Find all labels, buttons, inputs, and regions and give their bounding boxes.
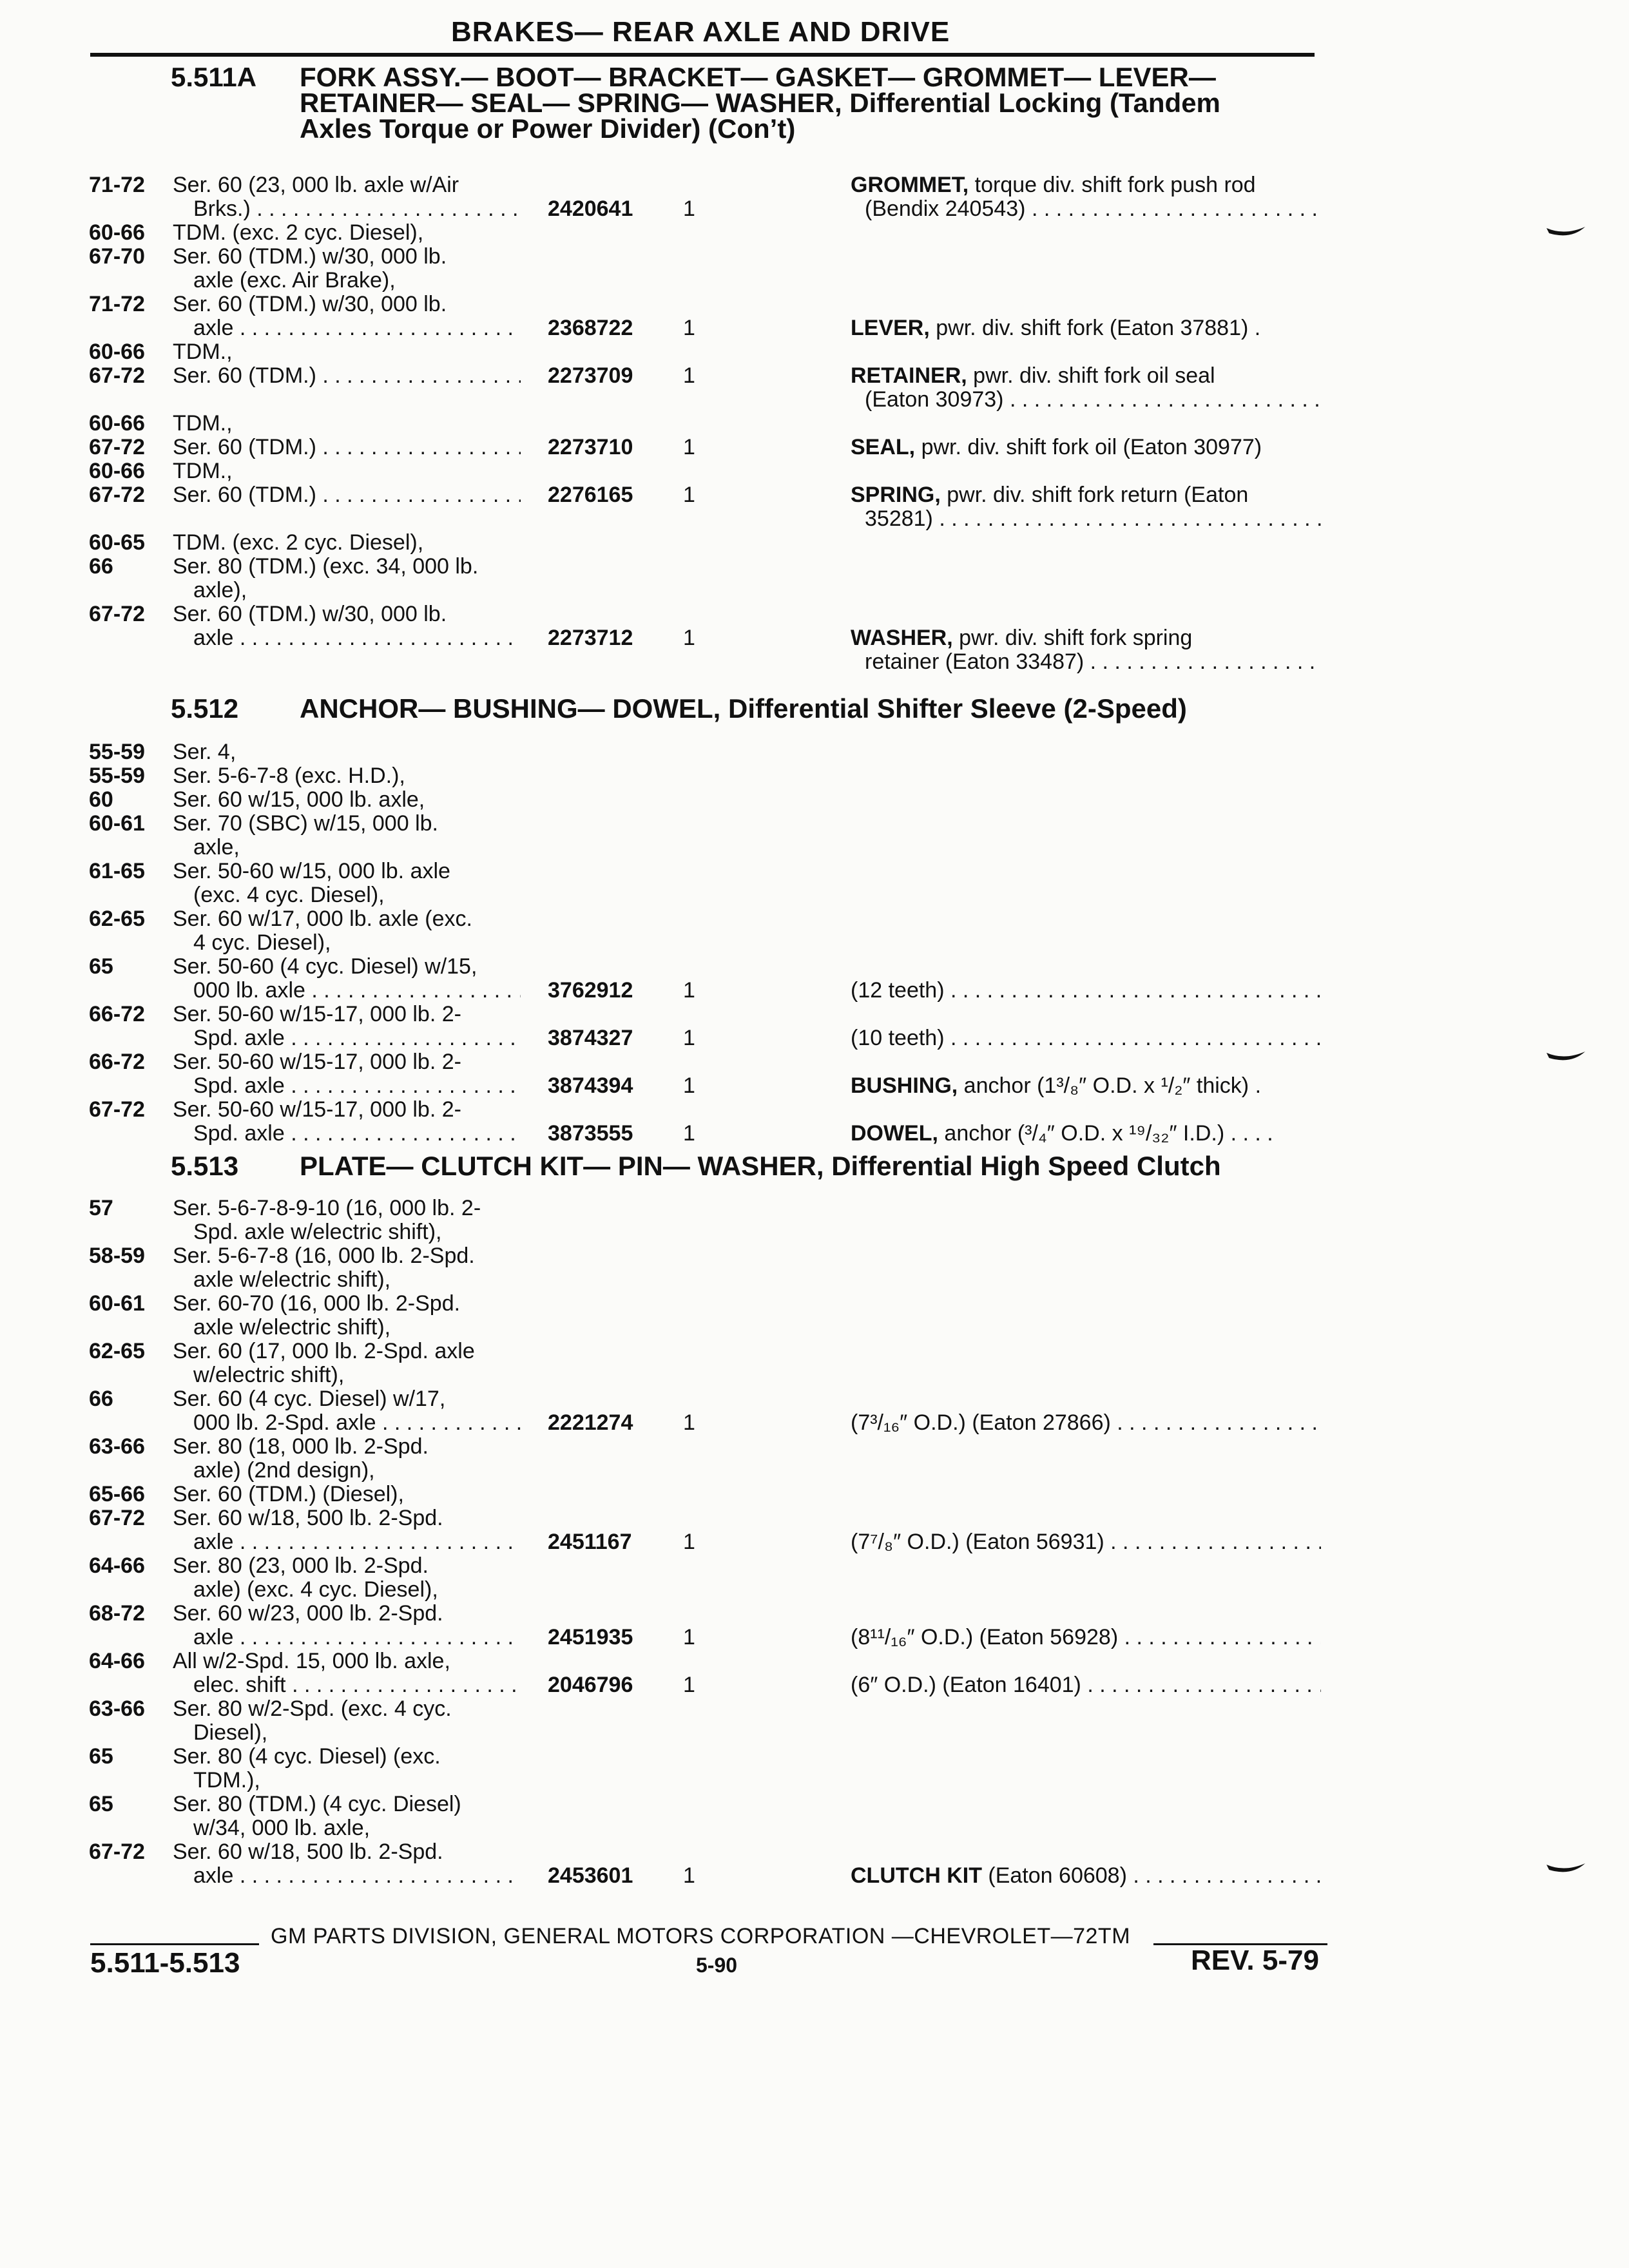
section-heading bbox=[171, 1153, 1331, 1179]
table-row bbox=[0, 1196, 1629, 1220]
model-years: 60-66 bbox=[89, 340, 145, 364]
model-years: 63-66 bbox=[89, 1434, 145, 1459]
section-title-line: Axles Torque or Power Divider) (Con’t) bbox=[300, 113, 796, 144]
application: 4 cyc. Diesel), bbox=[193, 930, 331, 955]
footer-page-number: 5-90 bbox=[696, 1954, 738, 1977]
quantity: 1 bbox=[683, 1530, 695, 1554]
model-years: 66-72 bbox=[89, 1050, 145, 1074]
part-detail: 35281) bbox=[865, 506, 933, 531]
part-detail: pwr. div. shift fork oil seal bbox=[967, 363, 1215, 388]
table-row bbox=[0, 220, 1629, 245]
model-years: 64-66 bbox=[89, 1649, 145, 1673]
part-name: CLUTCH KIT bbox=[851, 1863, 982, 1888]
quantity: 1 bbox=[683, 1026, 695, 1050]
model-years: 67-72 bbox=[89, 1506, 145, 1530]
part-number: 2451167 bbox=[548, 1530, 632, 1554]
application: Ser. 60-70 (16, 000 lb. 2-Spd. bbox=[173, 1291, 461, 1316]
model-years: 67-72 bbox=[89, 363, 145, 388]
table-row bbox=[0, 1458, 1629, 1483]
quantity: 1 bbox=[683, 1673, 695, 1697]
application: Ser. 60 (TDM.) w/30, 000 lb. bbox=[173, 244, 447, 269]
model-years: 65 bbox=[89, 954, 113, 979]
footer-section-range: 5.511-5.513 bbox=[90, 1947, 240, 1979]
table-row bbox=[0, 787, 1629, 812]
part-number: 2420641 bbox=[548, 197, 633, 221]
application: Ser. 60 (17, 000 lb. 2-Spd. axle bbox=[173, 1339, 475, 1363]
table-row bbox=[0, 1696, 1629, 1721]
model-years: 67-72 bbox=[89, 483, 145, 507]
part-detail: (Eaton 60608) bbox=[981, 1863, 1127, 1888]
application: Ser. 50-60 w/15-17, 000 lb. 2- bbox=[173, 1002, 461, 1026]
model-years: 60-61 bbox=[89, 811, 145, 836]
model-years: 60-66 bbox=[89, 220, 145, 245]
table-row bbox=[0, 1649, 1629, 1673]
part-name: SEAL, bbox=[851, 435, 916, 459]
application: Ser. 60 (TDM.) (Diesel), bbox=[173, 1482, 404, 1506]
application: TDM. (exc. 2 cyc. Diesel), bbox=[173, 220, 424, 245]
section-number: 5.511A bbox=[171, 62, 257, 92]
application: Spd. axle . . . bbox=[173, 1026, 521, 1050]
part-detail: (Bendix 240543) bbox=[865, 197, 1026, 221]
application: Ser. 60 w/18, 500 lb. 2-Spd. bbox=[173, 1506, 443, 1530]
part-description bbox=[851, 483, 1321, 507]
application: axle w/electric shift), bbox=[193, 1267, 391, 1292]
application: Ser. 60 w/17, 000 lb. axle (exc. bbox=[173, 907, 472, 931]
part-description bbox=[851, 1026, 1321, 1050]
application: TDM., bbox=[173, 411, 233, 436]
table-row bbox=[0, 173, 1629, 197]
table-row bbox=[0, 1026, 1629, 1050]
part-number: 3873555 bbox=[548, 1121, 633, 1146]
quantity: 1 bbox=[683, 1410, 695, 1435]
part-number: 3874394 bbox=[548, 1073, 633, 1098]
part-detail: pwr. div. shift fork oil (Eaton 30977) bbox=[915, 435, 1262, 459]
part-description bbox=[851, 435, 1321, 459]
part-number: 2273712 bbox=[548, 626, 633, 650]
part-detail: retainer (Eaton 33487) bbox=[865, 649, 1084, 674]
application: Ser. 60 w/18, 500 lb. 2-Spd. bbox=[173, 1840, 443, 1864]
table-row bbox=[0, 1291, 1629, 1316]
application: 000 lb. axle . . . bbox=[173, 978, 521, 1003]
section-title-line: PLATE— CLUTCH KIT— PIN— WASHER, Differential High Speed Clutch bbox=[300, 1151, 1221, 1181]
table-row bbox=[0, 363, 1629, 388]
table-row bbox=[0, 1720, 1629, 1745]
table-row bbox=[0, 740, 1629, 764]
model-years: 67-72 bbox=[89, 1097, 145, 1122]
application: TDM.), bbox=[193, 1768, 260, 1792]
part-detail: (6″ O.D.) (Eaton 16401) bbox=[851, 1673, 1081, 1697]
table-row bbox=[0, 764, 1629, 788]
model-years: 71-72 bbox=[89, 173, 145, 197]
quantity: 1 bbox=[683, 626, 695, 650]
part-description bbox=[851, 1863, 1321, 1888]
part-description bbox=[851, 1673, 1321, 1697]
application: elec. shift . . . bbox=[173, 1673, 521, 1697]
part-name: WASHER, bbox=[851, 626, 953, 650]
table-row bbox=[0, 907, 1629, 931]
table-row bbox=[0, 978, 1629, 1003]
table-row bbox=[0, 859, 1629, 883]
application: Ser. 80 w/2-Spd. (exc. 4 cyc. bbox=[173, 1696, 452, 1721]
table-row bbox=[0, 435, 1629, 459]
table-row bbox=[0, 1002, 1629, 1026]
application: TDM. (exc. 2 cyc. Diesel), bbox=[173, 530, 424, 555]
table-row bbox=[0, 883, 1629, 907]
part-detail: pwr. div. shift fork return (Eaton bbox=[940, 483, 1249, 507]
model-years: 67-72 bbox=[89, 602, 145, 626]
section-title bbox=[300, 1153, 1318, 1179]
table-row bbox=[0, 1601, 1629, 1626]
model-years: 61-65 bbox=[89, 859, 145, 883]
page-edge-mark bbox=[1545, 1050, 1586, 1064]
part-number: 2273710 bbox=[548, 435, 633, 459]
application: TDM., bbox=[173, 459, 233, 483]
application: Ser. 80 (TDM.) (exc. 34, 000 lb. bbox=[173, 554, 479, 579]
table-row bbox=[0, 483, 1629, 507]
model-years: 62-65 bbox=[89, 907, 145, 931]
part-description bbox=[851, 1410, 1321, 1435]
application: Ser. 50-60 w/15-17, 000 lb. 2- bbox=[173, 1097, 461, 1122]
application: Ser. 60 (TDM.) . . . bbox=[173, 363, 521, 388]
application: Brks.) . . . bbox=[173, 197, 521, 221]
application: All w/2-Spd. 15, 000 lb. axle, bbox=[173, 1649, 450, 1673]
quantity: 1 bbox=[683, 1625, 695, 1649]
model-years: 60-66 bbox=[89, 411, 145, 436]
table-row bbox=[0, 1244, 1629, 1268]
quantity: 1 bbox=[683, 316, 695, 340]
application: Ser. 5-6-7-8-9-10 (16, 000 lb. 2- bbox=[173, 1196, 481, 1220]
quantity: 1 bbox=[683, 435, 695, 459]
application: Spd. axle . . . bbox=[173, 1121, 521, 1146]
part-description bbox=[851, 1073, 1321, 1098]
table-row bbox=[0, 1530, 1629, 1554]
application: TDM., bbox=[173, 340, 233, 364]
part-detail: torque div. shift fork push rod bbox=[969, 173, 1256, 197]
table-row bbox=[0, 1410, 1629, 1435]
part-number: 2221274 bbox=[548, 1410, 633, 1435]
part-name: LEVER, bbox=[851, 316, 930, 340]
application: axle (exc. Air Brake), bbox=[193, 268, 396, 293]
section-title bbox=[300, 64, 1318, 142]
table-row bbox=[0, 578, 1629, 602]
part-detail: (8¹¹/₁₆″ O.D.) (Eaton 56928) bbox=[851, 1625, 1119, 1649]
model-years: 66 bbox=[89, 554, 113, 579]
section-title-line: ANCHOR— BUSHING— DOWEL, Differential Shifter Sleeve (2-Speed) bbox=[300, 693, 1187, 724]
table-row bbox=[0, 316, 1629, 340]
part-description bbox=[851, 1121, 1321, 1146]
table-row bbox=[0, 244, 1629, 269]
application: Ser. 80 (TDM.) (4 cyc. Diesel) bbox=[173, 1792, 461, 1816]
table-row bbox=[0, 1506, 1629, 1530]
footer-revision: REV. 5-79 bbox=[1191, 1945, 1319, 1976]
application: 000 lb. 2-Spd. axle . . . bbox=[173, 1410, 521, 1435]
application: Ser. 4, bbox=[173, 740, 236, 764]
table-row bbox=[0, 1553, 1629, 1578]
part-detail: (Eaton 30973) bbox=[865, 387, 1004, 412]
table-row bbox=[0, 1121, 1629, 1146]
table-row bbox=[0, 530, 1629, 555]
application: Ser. 70 (SBC) w/15, 000 lb. bbox=[173, 811, 438, 836]
application: Ser. 60 (TDM.) w/30, 000 lb. bbox=[173, 292, 447, 316]
application: Ser. 80 (4 cyc. Diesel) (exc. bbox=[173, 1744, 441, 1769]
application: axle w/electric shift), bbox=[193, 1315, 391, 1340]
part-description bbox=[851, 626, 1321, 650]
application: w/electric shift), bbox=[193, 1363, 345, 1387]
table-row bbox=[0, 1816, 1629, 1840]
model-years: 60-61 bbox=[89, 1291, 145, 1316]
page-title: BRAKES— REAR AXLE AND DRIVE bbox=[451, 16, 950, 48]
table-row bbox=[0, 1073, 1629, 1098]
part-description bbox=[851, 1530, 1321, 1554]
part-number: 2273709 bbox=[548, 363, 633, 388]
model-years: 60-65 bbox=[89, 530, 145, 555]
model-years: 64-66 bbox=[89, 1553, 145, 1578]
table-row bbox=[0, 1363, 1629, 1387]
section-heading bbox=[171, 693, 1331, 724]
model-years: 65 bbox=[89, 1792, 113, 1816]
table-row bbox=[0, 954, 1629, 979]
part-name: DOWEL, bbox=[851, 1121, 938, 1146]
application: Ser. 50-60 w/15-17, 000 lb. 2- bbox=[173, 1050, 461, 1074]
part-description bbox=[851, 173, 1321, 197]
table-row bbox=[0, 506, 1629, 531]
model-years: 60-66 bbox=[89, 459, 145, 483]
model-years: 55-59 bbox=[89, 764, 145, 788]
quantity: 1 bbox=[683, 483, 695, 507]
part-detail: pwr. div. shift fork (Eaton 37881) . bbox=[929, 316, 1261, 340]
table-row bbox=[0, 1577, 1629, 1602]
table-row bbox=[0, 1050, 1629, 1074]
application: axle . . . bbox=[173, 626, 521, 650]
part-description bbox=[851, 197, 1321, 221]
part-detail: anchor (³/₄″ O.D. x ¹⁹/₃₂″ I.D.) . . . . bbox=[938, 1121, 1273, 1146]
table-row bbox=[0, 930, 1629, 955]
model-years: 66 bbox=[89, 1387, 113, 1411]
application: Ser. 60 w/15, 000 lb. axle, bbox=[173, 787, 425, 812]
model-years: 60 bbox=[89, 787, 113, 812]
model-years: 66-72 bbox=[89, 1002, 145, 1026]
application: (exc. 4 cyc. Diesel), bbox=[193, 883, 385, 907]
table-row bbox=[0, 1625, 1629, 1649]
model-years: 67-70 bbox=[89, 244, 145, 269]
part-name: RETAINER, bbox=[851, 363, 967, 388]
application: axle) (2nd design), bbox=[193, 1458, 375, 1483]
application: Ser. 60 w/23, 000 lb. 2-Spd. bbox=[173, 1601, 443, 1626]
section-title bbox=[300, 693, 1318, 724]
quantity: 1 bbox=[683, 1863, 695, 1888]
quantity: 1 bbox=[683, 1073, 695, 1098]
part-number: 2451935 bbox=[548, 1625, 633, 1649]
part-number: 3874327 bbox=[548, 1026, 633, 1050]
table-row bbox=[0, 1792, 1629, 1816]
application: Ser. 50-60 (4 cyc. Diesel) w/15, bbox=[173, 954, 477, 979]
quantity: 1 bbox=[683, 1121, 695, 1146]
table-row bbox=[0, 1482, 1629, 1506]
table-row bbox=[0, 835, 1629, 860]
application: axle), bbox=[193, 578, 247, 602]
application: Spd. axle w/electric shift), bbox=[193, 1220, 442, 1244]
part-number: 2046796 bbox=[548, 1673, 633, 1697]
part-description bbox=[851, 978, 1321, 1003]
model-years: 65 bbox=[89, 1744, 113, 1769]
model-years: 63-66 bbox=[89, 1696, 145, 1721]
part-detail: pwr. div. shift fork spring bbox=[952, 626, 1193, 650]
part-detail: (7³/₁₆″ O.D.) (Eaton 27866) bbox=[851, 1410, 1111, 1435]
table-row bbox=[0, 268, 1629, 293]
quantity: 1 bbox=[683, 978, 695, 1003]
part-detail: (12 teeth) bbox=[851, 978, 945, 1003]
application: Ser. 60 (TDM.) w/30, 000 lb. bbox=[173, 602, 447, 626]
table-row bbox=[0, 1315, 1629, 1340]
footer-rule-left bbox=[90, 1943, 259, 1945]
table-row bbox=[0, 626, 1629, 650]
model-years: 67-72 bbox=[89, 1840, 145, 1864]
table-row bbox=[0, 340, 1629, 364]
table-row bbox=[0, 1339, 1629, 1363]
table-row bbox=[0, 411, 1629, 436]
title-rule bbox=[90, 53, 1315, 57]
table-row bbox=[0, 1220, 1629, 1244]
part-detail: (7⁷/₈″ O.D.) (Eaton 56931) bbox=[851, 1530, 1104, 1554]
application: Ser. 50-60 w/15, 000 lb. axle bbox=[173, 859, 450, 883]
table-row bbox=[0, 1863, 1629, 1888]
part-number: 2368722 bbox=[548, 316, 633, 340]
model-years: 68-72 bbox=[89, 1601, 145, 1626]
table-row bbox=[0, 811, 1629, 836]
table-row bbox=[0, 1387, 1629, 1411]
application: w/34, 000 lb. axle, bbox=[193, 1816, 371, 1840]
table-row bbox=[0, 1434, 1629, 1459]
application: Ser. 80 (23, 000 lb. 2-Spd. bbox=[173, 1553, 429, 1578]
application: axle . . . bbox=[173, 1863, 521, 1888]
model-years: 71-72 bbox=[89, 292, 145, 316]
application: Ser. 80 (18, 000 lb. 2-Spd. bbox=[173, 1434, 429, 1459]
application: Ser. 5-6-7-8 (16, 000 lb. 2-Spd. bbox=[173, 1244, 475, 1268]
table-row bbox=[0, 1097, 1629, 1122]
application: Ser. 60 (TDM.) . . . bbox=[173, 483, 521, 507]
page-edge-mark bbox=[1545, 1862, 1586, 1876]
application: axle . . . bbox=[173, 1530, 521, 1554]
table-row bbox=[0, 602, 1629, 626]
table-row bbox=[0, 387, 1629, 412]
part-description bbox=[851, 1625, 1321, 1649]
application: axle) (exc. 4 cyc. Diesel), bbox=[193, 1577, 438, 1602]
part-detail: anchor (1³/₈″ O.D. x ¹/₂″ thick) . bbox=[958, 1073, 1262, 1098]
table-row bbox=[0, 459, 1629, 483]
part-detail: (10 teeth) bbox=[851, 1026, 945, 1050]
quantity: 1 bbox=[683, 363, 695, 388]
section-number: 5.513 bbox=[171, 1151, 239, 1181]
part-description bbox=[851, 316, 1321, 340]
part-number: 3762912 bbox=[548, 978, 633, 1003]
application: Ser. 5-6-7-8 (exc. H.D.), bbox=[173, 764, 405, 788]
model-years: 58-59 bbox=[89, 1244, 145, 1268]
table-row bbox=[0, 1768, 1629, 1792]
page-edge-mark bbox=[1545, 226, 1586, 240]
section-heading bbox=[171, 64, 1331, 142]
model-years: 62-65 bbox=[89, 1339, 145, 1363]
part-description bbox=[851, 506, 1321, 531]
table-row bbox=[0, 1267, 1629, 1292]
part-number: 2453601 bbox=[548, 1863, 633, 1888]
model-years: 67-72 bbox=[89, 435, 145, 459]
section-number: 5.512 bbox=[171, 693, 239, 724]
footer-division: GM PARTS DIVISION, GENERAL MOTORS CORPORATION —CHEVROLET—72TM bbox=[271, 1924, 1131, 1948]
model-years: 57 bbox=[89, 1196, 113, 1220]
table-row bbox=[0, 554, 1629, 579]
table-row bbox=[0, 649, 1629, 674]
table-row bbox=[0, 197, 1629, 221]
application: Diesel), bbox=[193, 1720, 268, 1745]
part-description bbox=[851, 363, 1321, 388]
part-number: 2276165 bbox=[548, 483, 633, 507]
application: axle . . . bbox=[173, 316, 521, 340]
model-years: 65-66 bbox=[89, 1482, 145, 1506]
application: axle . . . bbox=[173, 1625, 521, 1649]
application: axle, bbox=[193, 835, 240, 860]
table-row bbox=[0, 1673, 1629, 1697]
part-name: BUSHING, bbox=[851, 1073, 958, 1098]
application: Ser. 60 (23, 000 lb. axle w/Air bbox=[173, 173, 459, 197]
quantity: 1 bbox=[683, 197, 695, 221]
part-description bbox=[851, 649, 1321, 674]
application: Ser. 60 (4 cyc. Diesel) w/17, bbox=[173, 1387, 446, 1411]
table-row bbox=[0, 1744, 1629, 1769]
model-years: 55-59 bbox=[89, 740, 145, 764]
application: Spd. axle . . . bbox=[173, 1073, 521, 1098]
part-description bbox=[851, 387, 1321, 412]
table-row bbox=[0, 1840, 1629, 1864]
table-row bbox=[0, 292, 1629, 316]
section-title-line: RETAINER— SEAL— SPRING— WASHER, Differential Locking (Tandem bbox=[300, 88, 1220, 118]
application: Ser. 60 (TDM.) . . . bbox=[173, 435, 521, 459]
part-name: GROMMET, bbox=[851, 173, 969, 197]
part-name: SPRING, bbox=[851, 483, 941, 507]
section-title-line: FORK ASSY.— BOOT— BRACKET— GASKET— GROMMET— LEVER— bbox=[300, 62, 1216, 92]
